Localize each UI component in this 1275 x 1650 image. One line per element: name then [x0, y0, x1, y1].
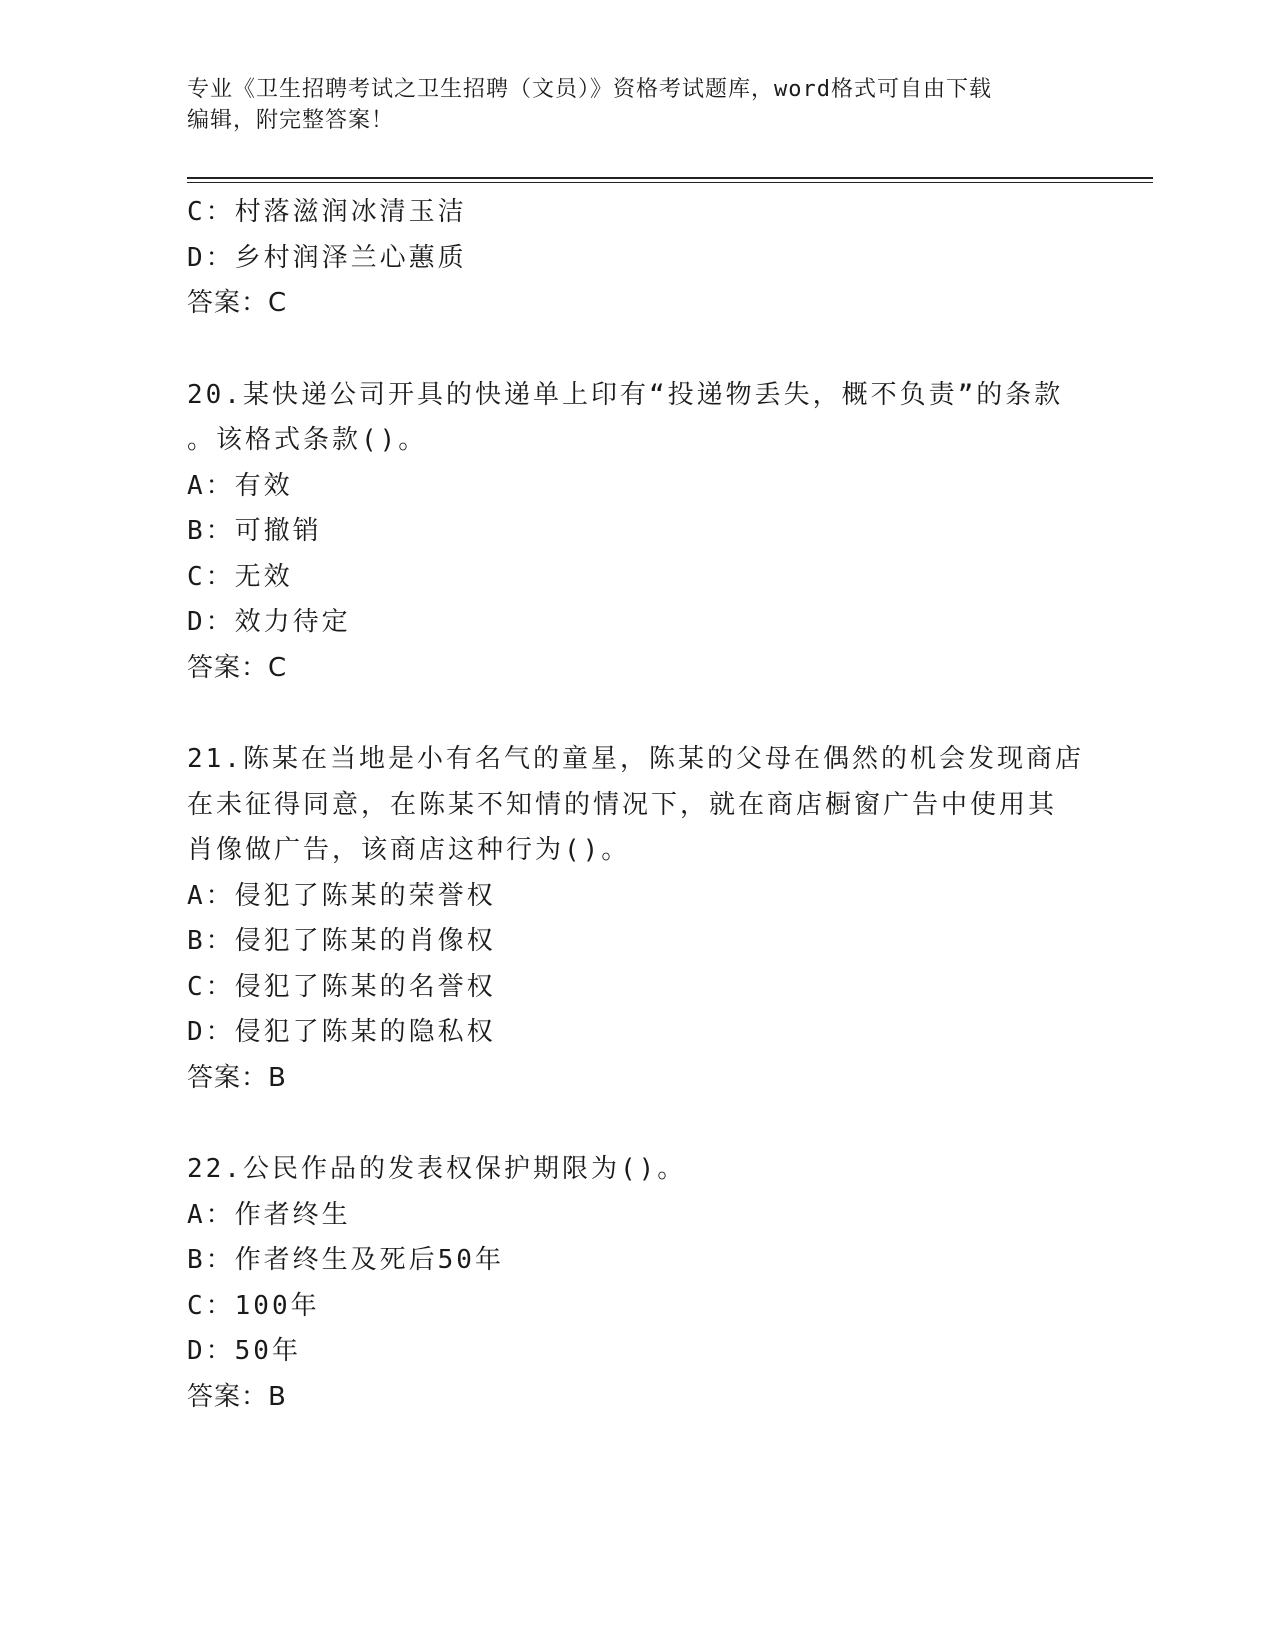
option-a: A：有效	[187, 470, 293, 501]
option-d: D：50年	[187, 1336, 301, 1366]
option-a: A：作者终生	[187, 1199, 351, 1230]
question-stem-line: 21.陈某在当地是小有名气的童星，陈某的父母在偶然的机会发现商店	[187, 744, 1084, 774]
option-c: C：无效	[187, 561, 293, 592]
question-list	[187, 190, 1087, 1420]
spacer	[187, 327, 1087, 373]
question-20	[187, 373, 1087, 692]
header-divider-thick	[187, 177, 1153, 179]
option-b: B：可撤销	[187, 516, 322, 546]
answer: 答案：B	[187, 1381, 287, 1412]
question-stem-line: 22.公民作品的发表权保护期限为()。	[187, 1154, 687, 1184]
question-19-continued	[187, 190, 1087, 327]
option-a: A：侵犯了陈某的荣誉权	[187, 880, 496, 911]
spacer	[187, 1101, 1087, 1147]
document-header	[187, 74, 1067, 136]
answer: 答案：C	[187, 288, 288, 318]
option-d: D：侵犯了陈某的隐私权	[187, 1017, 496, 1047]
question-stem-line: 。该格式条款()。	[187, 425, 428, 455]
header-line-1: 专业《卫生招聘考试之卫生招聘（文员）》资格考试题库，word格式可自由下载	[187, 77, 992, 102]
header-line-2: 编辑，附完整答案！	[187, 108, 395, 133]
question-22	[187, 1147, 1087, 1420]
option-b: B：作者终生及死后50年	[187, 1245, 504, 1275]
answer: 答案：C	[187, 652, 288, 683]
option-c: C：村落滋润冰清玉洁	[187, 197, 467, 227]
option-d: D：效力待定	[187, 607, 351, 637]
option-d: D：乡村润泽兰心蕙质	[187, 242, 467, 273]
option-c: C：侵犯了陈某的名誉权	[187, 971, 496, 1002]
question-stem-line: 肖像做广告，该商店这种行为()。	[187, 835, 631, 865]
question-stem-line: 20.某快递公司开具的快递单上印有“投递物丢失，概不负责”的条款	[187, 379, 1064, 410]
question-stem-line: 在未征得同意，在陈某不知情的情况下，就在商店橱窗广告中使用其	[187, 789, 1058, 820]
header-divider-thin	[187, 182, 1153, 183]
question-21	[187, 737, 1087, 1101]
answer: 答案：B	[187, 1062, 287, 1093]
option-c: C：100年	[187, 1290, 320, 1321]
spacer	[187, 691, 1087, 737]
option-b: B：侵犯了陈某的肖像权	[187, 926, 496, 956]
